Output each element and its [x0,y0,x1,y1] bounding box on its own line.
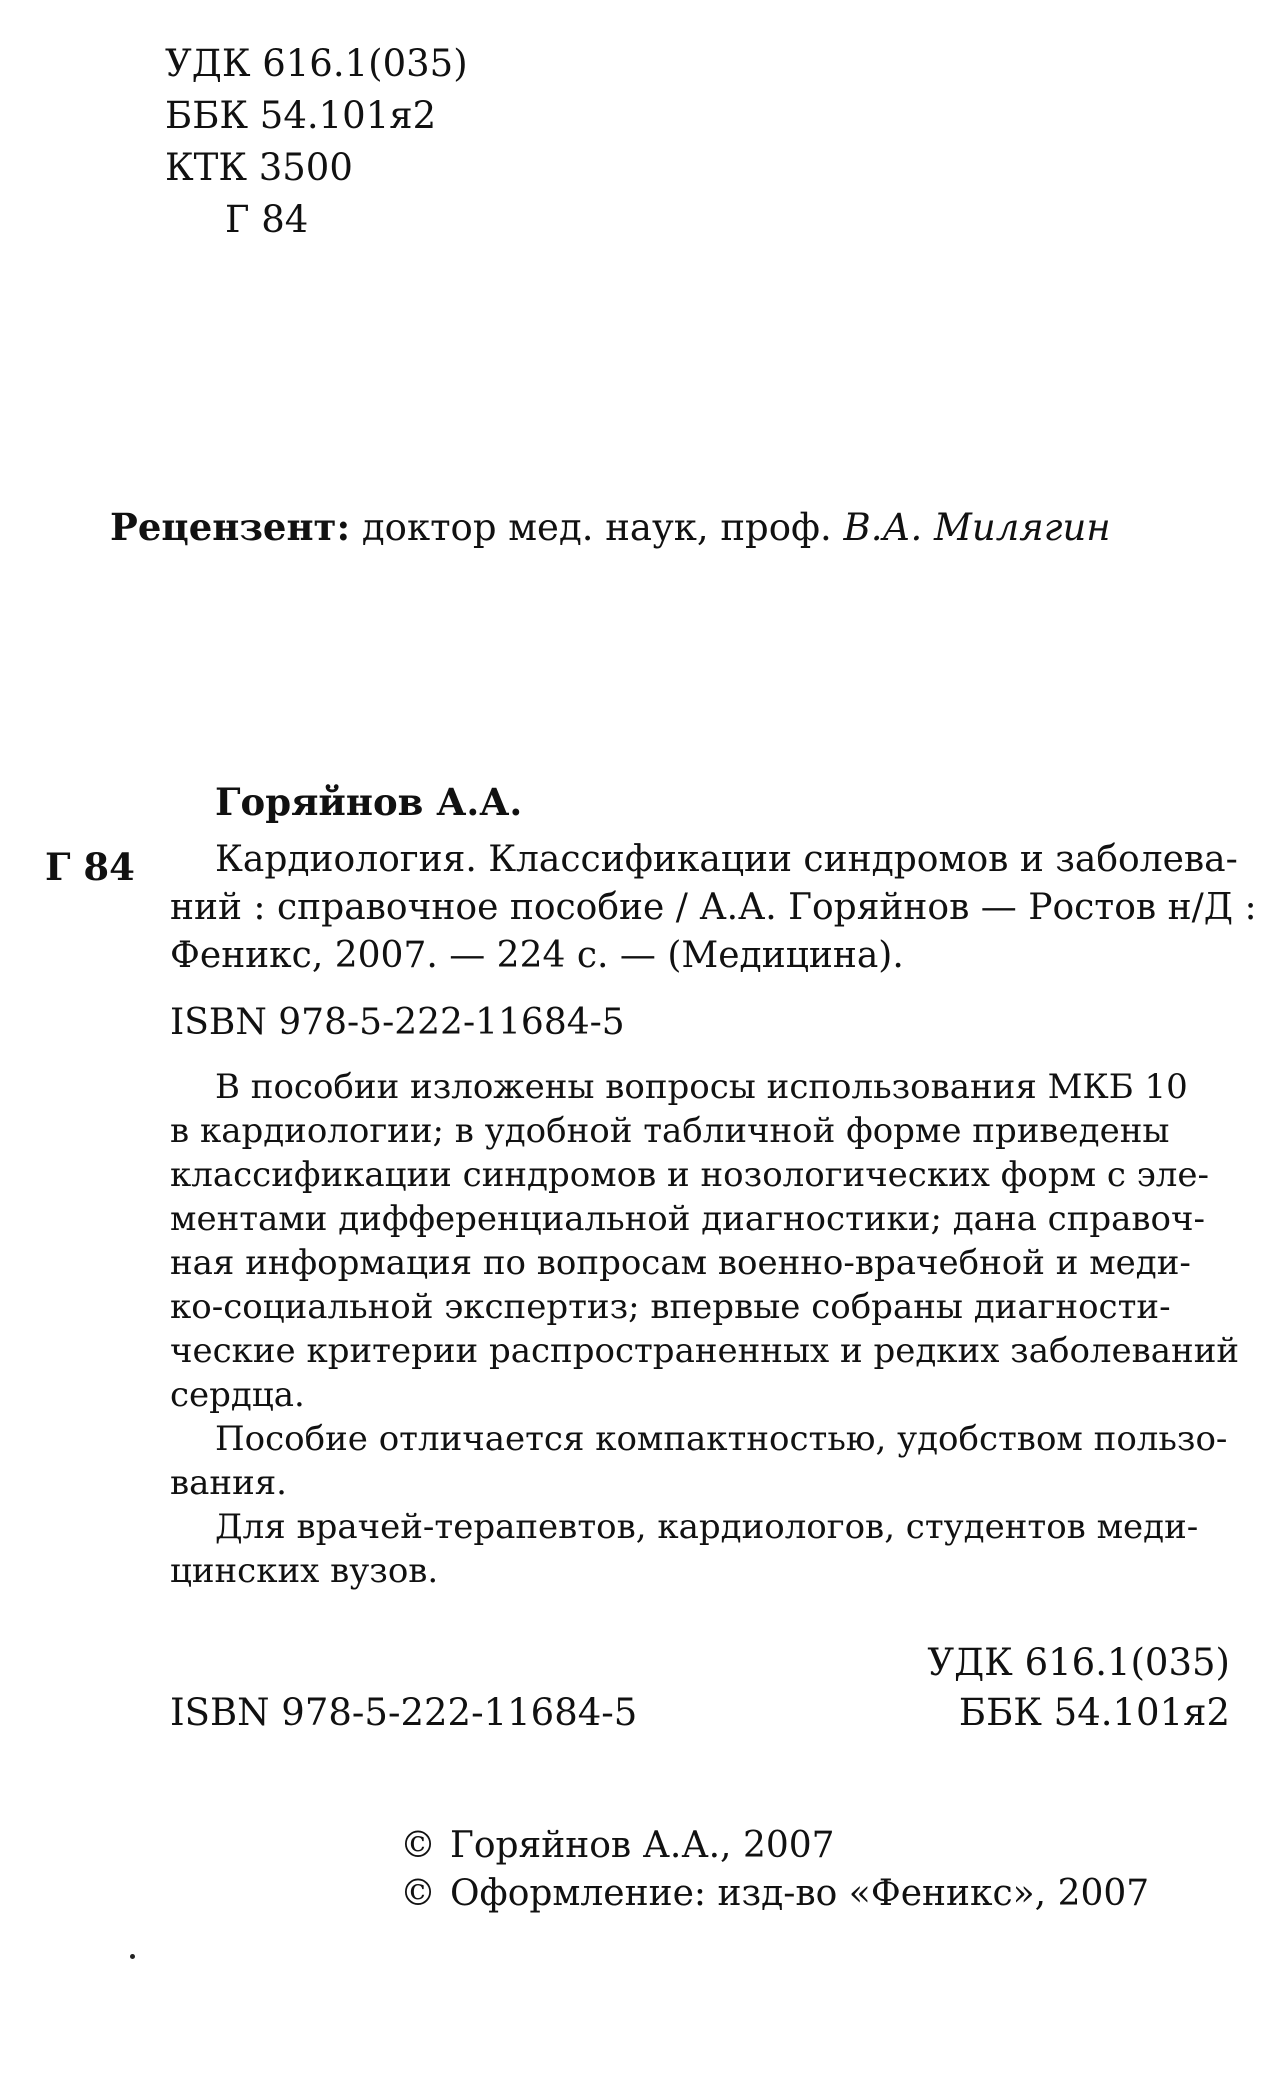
copyright-line [400,1870,1149,1918]
annotation-line: классификации синдромов и нозологических форм с эле- [170,1155,1209,1195]
reviewer-label: Рецензент: [110,505,351,549]
copyright-block [400,1822,1149,1918]
bottom-bbk: ББК 54.101я2 [958,1691,1230,1734]
bbk-code: ББК 54.101я2 [165,94,437,137]
isbn: ISBN 978-5-222-11684-5 [170,1002,625,1043]
shelf-mark: Г 84 [45,845,135,889]
udk-code: УДК 616.1(035) [165,42,468,85]
copyright-icon: © [400,1873,436,1914]
annotation-line: в кардиологии; в удобной табличной форме приведены [170,1111,1170,1151]
annotation-line: ческие критерии распространенных и редких заболеваний [170,1331,1240,1371]
reviewer-line [110,505,1111,549]
copyright-text: Оформление: изд-во «Феникс», 2007 [450,1873,1150,1914]
copyright-icon: © [400,1825,436,1866]
annotation [170,1065,1240,1593]
bib-line: Кардиология. Классификации синдромов и заболева- [215,839,1238,880]
annotation-line: ная информация по вопросам военно-врачебной и меди- [170,1243,1191,1283]
bib-line: Феникс, 2007. — 224 с. — (Медицина). [170,935,904,976]
bib-line: ний : справочное пособие / А.А. Горяйнов — Ростов н/Д : [170,887,1257,928]
annotation-line: сердца. [170,1375,305,1415]
reviewer-credentials: доктор мед. наук, проф. [350,506,844,549]
annotation-line: ментами дифференциальной диагностики; дана справоч- [170,1199,1205,1239]
bottom-udk: УДК 616.1(035) [927,1641,1230,1684]
annotation-line: В пособии изложены вопросы использования МКБ 10 [215,1067,1188,1107]
author-heading: Горяйнов А.А. [215,780,523,824]
annotation-line: вания. [170,1463,287,1503]
bottom-udk-bbk [927,1638,1230,1738]
copyright-text: Горяйнов А.А., 2007 [450,1825,835,1866]
ktk-code: КТК 3500 [165,146,353,189]
annotation-line: Для врачей-терапевтов, кардиологов, студентов меди- [215,1507,1199,1547]
annotation-line: цинских вузов. [170,1551,439,1591]
author-mark: Г 84 [225,198,309,241]
bibliographic-description [170,836,1257,980]
annotation-line: ко-социальной экспертиз; впервые собраны диагности- [170,1287,1171,1327]
print-speck [130,1954,135,1959]
reviewer-name: В.А. Милягин [843,506,1111,549]
annotation-line: Пособие отличается компактностью, удобством пользо- [215,1419,1228,1459]
bottom-isbn: ISBN 978-5-222-11684-5 [170,1691,638,1734]
classification-codes [165,38,468,246]
copyright-line [400,1822,1149,1870]
